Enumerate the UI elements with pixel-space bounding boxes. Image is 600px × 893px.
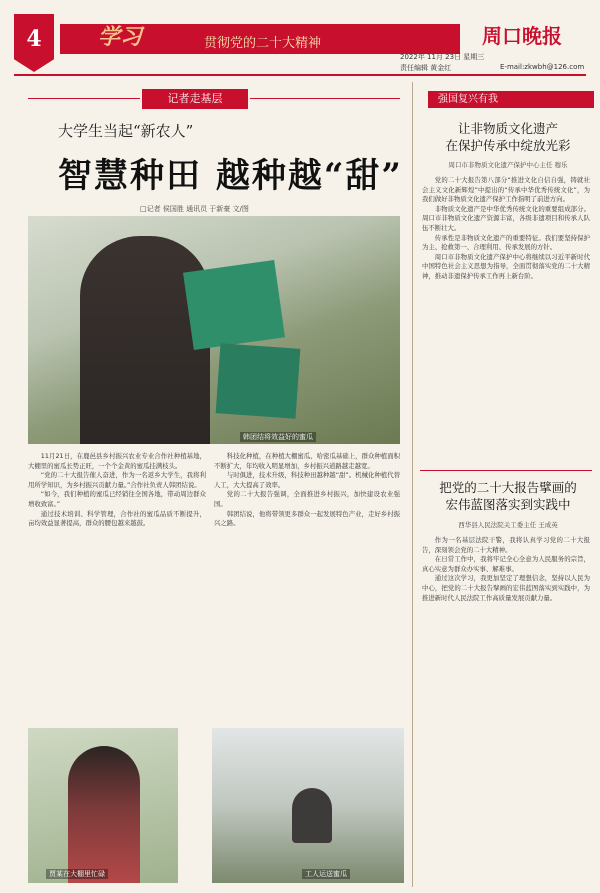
photo2-caption: 贾某在大棚里忙碌	[46, 869, 108, 879]
article1-body	[422, 176, 590, 466]
photo1-caption: 韩团结将效益好的蜜瓜	[240, 432, 316, 442]
article-subhead: 大学生当起“新农人”	[58, 122, 194, 140]
paragraph: 科技化种植，在种植大棚蜜瓜、哈密瓜基础上，群众种植面积不断扩大，年均收入明显增加，乡村振兴道路越走越宽。	[214, 452, 400, 470]
column-title: 贯彻党的二十大精神	[204, 36, 322, 51]
article1-title: 让非物质文化遗产 在保护传承中绽放光彩	[445, 121, 571, 153]
article2-body	[422, 536, 590, 880]
email-line: E-mail:zkwbh@126.com	[500, 63, 585, 71]
woman-figure	[68, 746, 140, 883]
paragraph: 党的二十大报告第八部分“推进文化自信自强，铸就社会主义文化新辉煌”中提出的“传承中华优秀传统文化”，为我们做好非物质文化遗产保护工作指明了前进方向。	[422, 176, 590, 204]
article-body-col1	[28, 452, 206, 722]
paragraph: 在日常工作中，我将牢记全心全意为人民服务的宗旨，真心实意为群众办实事、解难事。	[422, 555, 590, 573]
paragraph: 韩团结说，他将带领更多群众一起发展特色产业，走好乡村振兴之路。	[214, 509, 400, 528]
farmer-figure	[80, 236, 210, 444]
paragraph: 党的二十大报告强调，全面推进乡村振兴，加快建设农业强国。	[214, 490, 400, 508]
rider-figure	[292, 788, 332, 843]
date-line: 2022年 11月 23日 星期三	[400, 53, 485, 61]
article2-title: 把党的二十大报告擘画的 宏伟蓝图落实到实践中	[439, 480, 577, 512]
section-label: 强国复兴有我	[428, 91, 594, 108]
article-body-col2	[214, 452, 400, 722]
editor-line: 责任编辑 黄金红	[400, 64, 452, 72]
paragraph: “党的二十大报告催人奋进，作为一名返乡大学生，我将利用所学知识，为乡村振兴贡献力量。”合作社负责人韩团结说。	[28, 471, 206, 489]
photo-woman-in-greenhouse	[28, 728, 178, 883]
paragraph: 通过技术培训、科学管理，合作社的蜜瓜品质不断提升，亩均效益显著提高，群众的腰包越来越鼓。	[28, 509, 206, 528]
photo-worker-transport	[212, 728, 404, 883]
paragraph: 通过这次学习，我更加坚定了理想信念，坚持以人民为中心，把党的二十大报告擘画的宏伟蓝图落实到实践中，为推进新时代人民法院工作高质量发展贡献力量。	[422, 574, 590, 602]
melon-box-2	[216, 343, 301, 418]
article-headline: 智慧种田 越种越“甜”	[58, 156, 403, 196]
photo3-caption: 工人运送蜜瓜	[302, 869, 350, 879]
header-rule	[14, 74, 586, 76]
paper-logo: 周口晚报	[482, 24, 562, 48]
kicker-label: 记者走基层	[142, 89, 248, 109]
article-byline: □记者 侯国胜 通讯员 于新豪 文/图	[140, 205, 249, 213]
article1-author: 周口市非物质文化遗产保护中心主任 穆乐	[448, 161, 568, 169]
paragraph: 11月21日，在鹿邑县乡村振兴农业专业合作社种植基地，大棚里的蜜瓜长势正旺，一个个金黄的蜜瓜挂满枝头。	[28, 452, 206, 470]
paragraph: “如今，我们种植的蜜瓜已经销往全国各地，带动周边群众增收致富。”	[28, 490, 206, 508]
column-divider	[412, 82, 413, 887]
kicker-line-left	[28, 98, 140, 99]
kicker-line-right	[250, 98, 400, 99]
paragraph: 与时俱进，技术升级，科技种田越种越“甜”。机械化种植代替人工，大大提高了效率。	[214, 471, 400, 489]
photo-farmer-with-boxes	[28, 216, 400, 444]
paragraph: 作为一名基层法院干警，我将认真学习党的二十大报告，深刻领会党的二十大精神。	[422, 536, 590, 554]
melon-box	[183, 260, 285, 350]
page-number: 4	[26, 26, 42, 52]
article-separator	[420, 470, 592, 471]
paragraph: 传承性是非物质文化遗产的重要特征。我们要坚持保护为主、抢救第一、合理利用、传承发展的方针。	[422, 233, 590, 252]
article2-author: 西华县人民法院关工委主任 王成英	[458, 521, 558, 529]
brand-script: 学习	[98, 24, 143, 50]
paragraph: 周口市非物质文化遗产保护中心将继续以习近平新时代中国特色社会主义思想为指导，全面贯彻落实党的二十大精神，推动非遗保护传承工作再上新台阶。	[422, 252, 590, 280]
paragraph: 非物质文化遗产是中华优秀传统文化的重要组成部分。周口市非物质文化遗产资源丰富，各级非遗项目和传承人队伍不断壮大。	[422, 204, 590, 232]
